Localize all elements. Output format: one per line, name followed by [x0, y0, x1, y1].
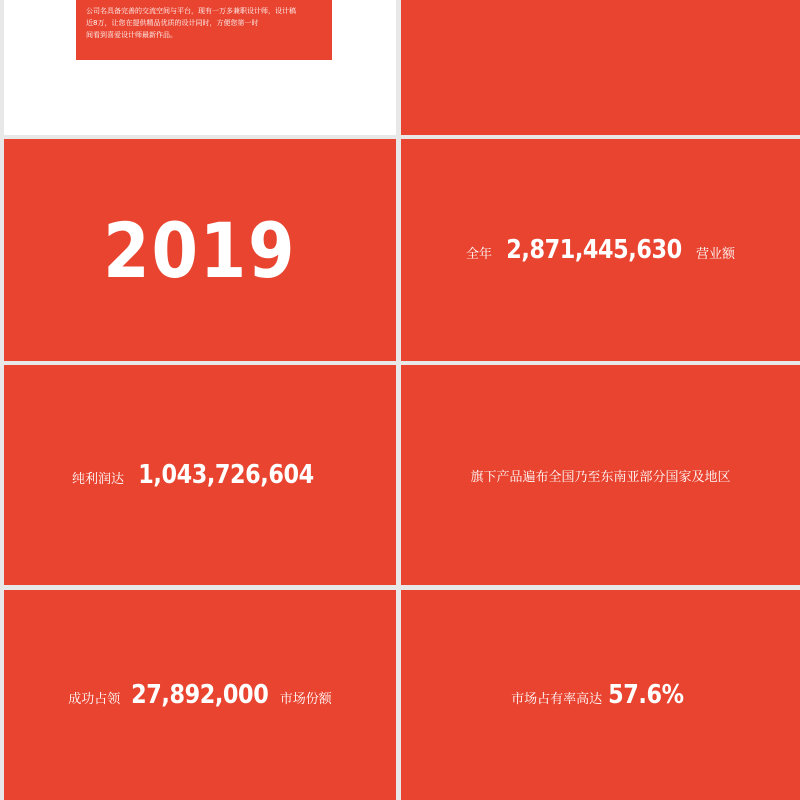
reach-text: 旗下产品遍布全国乃至东南亚部分国家及地区 — [470, 469, 731, 485]
intro-line-2: 近8万，让您在提供精品优质的设计同时，方便您第一时 — [86, 19, 259, 27]
intro-line-1: 公司名具备完善的交流空间与平台，现有一万多兼职设计师，设计稿 — [86, 7, 296, 15]
revenue-value: 2,871,445,630 — [506, 235, 682, 265]
revenue-prefix: 全年 — [465, 247, 492, 262]
profit-value: 1,043,726,604 — [138, 460, 314, 490]
intro-line-3: 间看到喜爱设计师最新作品。 — [86, 31, 177, 39]
market-prefix: 成功占领 — [68, 692, 121, 707]
profit-tile — [4, 365, 396, 585]
revenue-suffix: 营业额 — [696, 247, 736, 262]
reach-tile — [401, 365, 800, 585]
year-number: 2019 — [103, 205, 297, 295]
revenue-line — [466, 235, 735, 265]
profit-prefix: 纯利润达 — [71, 472, 124, 487]
intro-text-box — [76, 0, 332, 60]
market-suffix: 市场份额 — [279, 692, 332, 707]
share-prefix: 市场占有率高达 — [511, 692, 603, 707]
year-tile — [4, 139, 396, 361]
share-line — [511, 680, 690, 710]
market-line — [68, 680, 332, 710]
share-tile — [401, 590, 800, 800]
market-tile — [4, 590, 396, 800]
top-right-tile — [401, 0, 800, 135]
share-value: 57.6% — [608, 680, 684, 710]
profit-line — [72, 460, 328, 490]
market-value: 27,892,000 — [131, 680, 269, 710]
revenue-tile — [401, 139, 800, 361]
